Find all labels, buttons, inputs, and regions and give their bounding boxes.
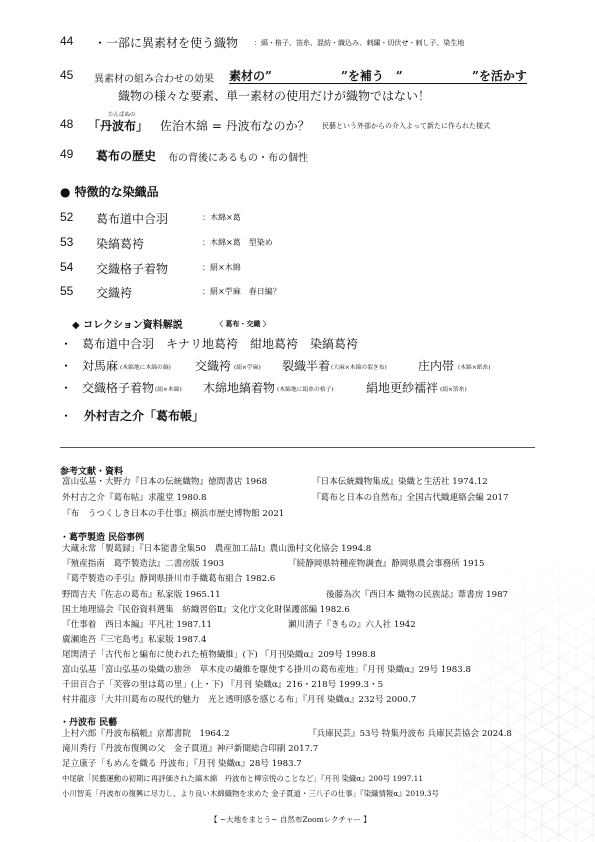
reference-entry: 『殖産指南 葛苧製造法』二書房版 1903 『続静岡県特種産物調査』静岡県農会事務所 1915 (62, 559, 485, 569)
dyed-name: 葛布道中合羽 (96, 212, 169, 226)
section-title-45: 異素材の組み合わせの効果 (94, 74, 214, 85)
dyed-material: ：木綿×葛 型染め (202, 238, 273, 247)
section-number-45: 45 (60, 68, 74, 82)
dyed-material: ：絹×木綿 (202, 263, 241, 272)
collection-item-sakiori: 裂織半着 (282, 359, 331, 373)
reference-entry: 『布 うつくしき日本の手仕事』横浜市歴史博物館 2021 (62, 509, 285, 519)
dyed-number: 55 (60, 284, 74, 298)
divider (60, 447, 535, 448)
reference-entry: 野間吉夫『佐志の葛布』私家版 1965.11 後藤為次『西日本 織物の民族誌』葦書房 1987 (62, 590, 509, 600)
collection-item-koshi-kimono: 交織格子着物 (82, 381, 155, 395)
collection-item-koshoku-hakama: 交織袴 (195, 359, 232, 373)
list-bullet: ・ (60, 359, 73, 373)
section-number-48: 48 (60, 117, 74, 131)
section-number-44: 44 (60, 34, 74, 48)
section-number-49: 49 (60, 147, 74, 161)
list-bullet: ・ (60, 409, 73, 423)
phrase-utilize: ”を活かす (472, 69, 527, 83)
reference-entry: 国土地理協会『民俗資料選集 紡織習俗Ⅱ』文化庁文化財保護部編 1982.6 (62, 605, 350, 615)
collection-note: (絹×木綿) (155, 387, 182, 393)
page-footer: 【 ~大地をまとう~ 自然布Zoomレクチャー 】 (210, 815, 371, 824)
tamba-ruby: たんばぬの (108, 112, 136, 118)
dyed-number: 53 (60, 235, 74, 249)
reference-entry: 尾関清子「古代布と編布に使われた植物繊維」(下) 『月刊染織α』209号 1998.8 (62, 650, 376, 660)
reference-entry: 千田百合子「芙蓉の里は葛の里」(上・下) 『月刊 染織α』216・218号 1999.3・5 (62, 680, 384, 690)
reference-entry: 大蔵永常「製葛録」『日本能書全集50 農産加工品Ⅰ』農山漁村文化協会 1994.8 (62, 544, 372, 554)
reference-entry: 『仕事着 西日本編』平凡社 1987.11 瀬川清子『きもの』六人社 1942 (62, 620, 416, 630)
reference-entry: 足立康子「もめんを織る 丹波布」『月刊 染織α』28号 1983.7 (62, 759, 302, 769)
reference-entry: 『葛苧製造の手引』静岡県掛川市手織葛布組合 1982.6 (62, 574, 276, 584)
section-detail-44: ：縞・格子、箔糸、混紡・織込み、刺繍・切伏せ・刺し子、染生地 (254, 39, 465, 47)
dyed-number: 54 (60, 260, 74, 274)
section-title-48: 「丹波布」 (88, 119, 149, 133)
collection-item-sarasa-juban: 絹地更紗襦袢 (366, 381, 439, 395)
references-kuzu-heading: ・葛苧製造 民俗事例 (60, 533, 145, 543)
reference-entry: 富山弘基・大野力『日本の伝統織物』徳間書店 1968 『日本伝統織物集成』染織と生活社 1974.12 (62, 477, 488, 487)
dyed-heading: ● 特徴的な染織品 (60, 185, 159, 199)
collection-item-kuzufucho: 外村吉之介「葛布帳」 (84, 409, 205, 423)
phrase-underline (229, 83, 527, 84)
reference-entry: 滝川秀行『丹波布復興の父 金子貫道』神戸新聞総合印刷 2017.7 (62, 744, 319, 754)
section-title-44: ・一部に異素材を使う織物 (94, 36, 239, 50)
collection-heading: ◆ コレクション資料解説 (72, 320, 183, 331)
dyed-name: 交織格子着物 (96, 262, 169, 276)
collection-item-tsushima: 対馬麻 (82, 359, 119, 373)
collection-heading-note: 〈 葛布・交織 〉 (216, 319, 270, 328)
reference-entry: 上村六郎『丹波布稿帳』京都書院 1964.2 『兵庫民芸』53号 特集丹波布 兵庫民芸協会 2024.8 (62, 729, 512, 739)
collection-row-kuzu: 葛布道中合羽 キナリ地葛袴 紺地葛袴 染縞葛袴 (82, 337, 359, 351)
references-tamba-heading: ・丹波布 民藝 (60, 718, 118, 728)
dyed-material: ：絹×苧麻 春日編？ (202, 287, 281, 296)
reference-entry: 村井龍彦「大井川葛布の現代的魅力 光と透明感を感じる布」『月刊 染織α』232号 2000.7 (62, 695, 417, 705)
reference-entry: 中尾敏「民藝運動の初期に再評価された縞木綿 丹波布と柳宗悦のことなど」『月刊 染織α』200号 1997.11 (62, 774, 424, 783)
section-note-48: 民藝という外部からの介入よって新たに作られた様式 (322, 122, 490, 130)
section-title-49: 葛布の歴史 (96, 149, 157, 163)
collection-note: (木綿地に絹糸の格子) (277, 387, 334, 393)
section-question-48: 佐治木綿 = 丹波布なのか？ (160, 119, 310, 133)
reference-entry: 富山弘基「富山弘基の染織の旅㉙ 草木皮の繊維を駆使する掛川の葛布産地」『月刊 染織α』29号 1983.8 (62, 665, 471, 675)
reference-entry: 外村吉之介『葛布帖』求龍堂 1980.8 『葛布と日本の自然布』全国古代織連絡会編 2017 (62, 493, 509, 503)
collection-note: (大麻×木綿の裂き布) (331, 365, 387, 371)
list-bullet: ・ (60, 381, 73, 395)
section-note-49: 布の背後にあるもの・布の個性 (168, 153, 308, 164)
reference-entry: 小川智美「丹波布の復興に尽力し、より良い木綿織物を求めた 金子貫道・三八子の仕事」『染織情報α』2019.3号 (62, 789, 439, 798)
list-bullet: ・ (60, 337, 73, 351)
dyed-name: 交織袴 (96, 286, 133, 300)
asanoha-pattern-decoration (440, 560, 595, 842)
collection-note: (木綿地に木綿の縞) (120, 365, 171, 371)
collection-note: (木綿×紙糸) (458, 365, 491, 371)
phrase-complement: ”を補う ” (341, 69, 403, 83)
section-45-statement: 織物の様々な要素、単一素材の使用だけが織物ではない！ (118, 89, 431, 103)
dyed-name: 染縞葛袴 (96, 237, 145, 251)
references-heading: 参考文献・資料 (60, 467, 124, 477)
reference-entry: 廣瀬進吾『三宅島考』私家版 1987.4 (62, 635, 207, 645)
dyed-material: ：木綿×葛 (202, 213, 241, 222)
collection-item-shonai-obi: 庄内帯 (418, 359, 455, 373)
dyed-number: 52 (60, 210, 74, 224)
collection-note: (絹×苧麻) (234, 365, 261, 371)
phrase-material: 素材の” (229, 69, 272, 83)
collection-note: (絹×箔糸) (440, 387, 467, 393)
collection-item-momen-shima: 木綿地縞着物 (203, 381, 276, 395)
